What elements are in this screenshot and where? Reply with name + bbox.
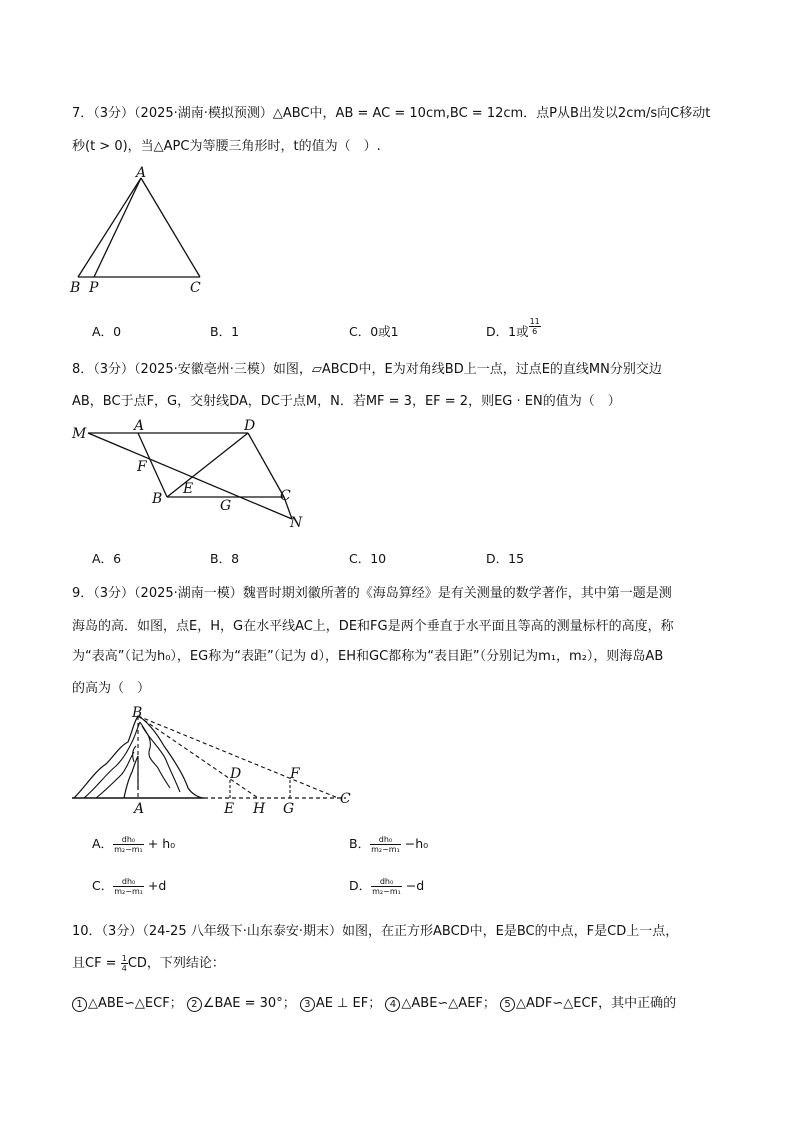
q8-label-d: D [244,418,256,434]
q8-stem-line1: 8．（3分）（2025·安徽亳州·三模）如图，▱ABCD中，E为对角线BD上一点，过点E的直线MN分别交边 [72,362,662,377]
option-fraction [370,835,401,854]
option-text: 1或 [508,324,529,339]
fraction-numerator: dh₀ [113,835,144,845]
option-letter: A． [92,324,114,339]
q9-option-b[interactable] [349,834,428,854]
option-text: 0 [113,324,122,339]
q9-label-g: G [283,801,295,817]
q7-label-a: A [136,165,147,181]
q7-label-c: C [190,280,201,296]
option-letter: C． [349,324,371,339]
option-text: 0或1 [370,324,399,339]
option-text: 8 [231,551,240,566]
q9-label-b: B [132,705,143,721]
fraction-denominator: 6 [532,327,538,336]
fraction-denominator: m₂−m₁ [371,845,400,854]
q8-label-c: C [280,488,291,504]
option-letter: A． [92,836,114,851]
fraction-denominator: 4 [121,964,127,973]
q9-label-d: D [230,766,242,782]
circled-number: 3 [300,997,315,1012]
option-letter: B． [210,551,232,566]
option-fraction [113,877,144,896]
q10-conclusions [72,992,676,1012]
q8-option-d[interactable] [486,549,524,567]
conclusion-text: △ADF∽△ECF，其中正确的 [516,996,677,1011]
q9-stem-line4: 的高为（ ） [72,681,151,696]
q10-stem-line1: 10．（3分）（24-25 八年级下·山东泰安·期末）如图，在正方形ABCD中，E是BC的中点，F是CD上一点， [72,924,679,939]
fraction-denominator: m₂−m₁ [372,887,401,896]
q8-label-b: B [152,491,163,507]
circled-number: 4 [385,997,400,1012]
q9-option-c[interactable] [92,876,166,896]
q8-label-e: E [183,481,194,497]
conclusion-text: AE ⊥ EF； [315,996,382,1011]
option-fraction [113,835,144,854]
option-fraction [371,877,402,896]
q8-option-c[interactable] [349,549,386,567]
conclusion-text: △ABE∽△ECF； [88,996,183,1011]
q9-label-e: E [224,801,235,817]
option-fraction [529,317,541,336]
q8-stem-line2: AB，BC于点F，G，交射线DA，DC于点M，N．若MF = 3，EF = 2，则EG · EN的值为（ ） [72,394,621,409]
q10-line2-suffix: CD，下列结论： [127,956,225,971]
option-letter: C． [92,878,114,893]
option-letter: D． [486,551,509,566]
option-tail: −h₀ [404,836,429,851]
q9-stem-line3: 为“表高”（记为h₀），EG称为“表距”（记为 d），EH和GC都称为“表目距”（分别记为m₁，m₂），则海岛AB [72,649,664,664]
q8-label-f: F [137,459,147,475]
q7-figure [66,164,216,299]
q7-label-b: B [70,280,81,296]
fraction-numerator: dh₀ [370,835,401,845]
q8-label-m: M [72,426,87,442]
q9-option-d[interactable] [349,876,424,896]
option-text: 1 [231,324,240,339]
conclusion-text: △ABE∽△AEF； [401,996,496,1011]
q9-label-c: C [340,791,351,807]
circled-number: 5 [500,997,515,1012]
option-letter: B． [349,836,371,851]
q8-figure [66,416,316,536]
fraction-numerator: 1 [121,954,127,963]
fraction-numerator: dh₀ [113,877,144,887]
q9-label-f: F [290,766,300,782]
q8-label-a: A [134,418,145,434]
option-letter: C． [349,551,371,566]
q8-label-g: G [220,498,232,514]
q7-option-c[interactable] [349,322,399,340]
fraction-numerator: dh₀ [371,877,402,887]
q7-option-d[interactable] [486,316,541,339]
option-letter: A． [92,551,114,566]
option-letter: D． [486,324,509,339]
q7-option-b[interactable] [210,322,239,340]
q8-option-a[interactable] [92,549,121,567]
option-text: 6 [113,551,122,566]
q8-option-b[interactable] [210,549,239,567]
fraction-denominator: m₂−m₁ [114,845,143,854]
q10-fraction [121,954,128,973]
option-text: 15 [508,551,525,566]
q9-figure [66,702,366,817]
q8-label-n: N [290,515,303,531]
q9-label-h: H [253,801,266,817]
fraction-numerator: 11 [529,317,540,326]
q7-stem-line2: 秒(t > 0)，当△APC为等腰三角形时，t的值为（ ）. [72,139,381,154]
q9-stem-line2: 海岛的高．如图，点E，H，G在水平线AC上，DE和FG是两个垂直于水平面且等高的测量标杆的高度，称 [72,619,674,634]
q7-option-a[interactable] [92,322,121,340]
circled-number: 2 [187,997,202,1012]
option-tail: + h₀ [147,836,176,851]
circled-number: 1 [72,997,87,1012]
q9-label-a: A [134,801,145,817]
q10-stem-line2 [72,952,225,973]
option-text: 10 [370,551,387,566]
q10-line2-prefix: 且CF = [72,956,121,971]
q7-stem-line1: 7．（3分）（2025·湖南·模拟预测）△ABC中，AB = AC = 10cm,BC = 12cm．点P从B出发以2cm/s向C移动t [72,106,711,121]
option-tail: −d [405,878,425,893]
fraction-denominator: m₂−m₁ [114,887,143,896]
q9-stem-line1: 9．（3分）（2025·湖南一模）魏晋时期刘徽所著的《海岛算经》是有关测量的数学著作，其中第一题是测 [72,586,672,601]
option-letter: B． [210,324,232,339]
q7-label-p: P [89,280,99,296]
conclusion-text: ∠BAE = 30°； [202,996,296,1011]
option-letter: D． [349,878,372,893]
option-tail: +d [147,878,167,893]
q9-option-a[interactable] [92,834,175,854]
